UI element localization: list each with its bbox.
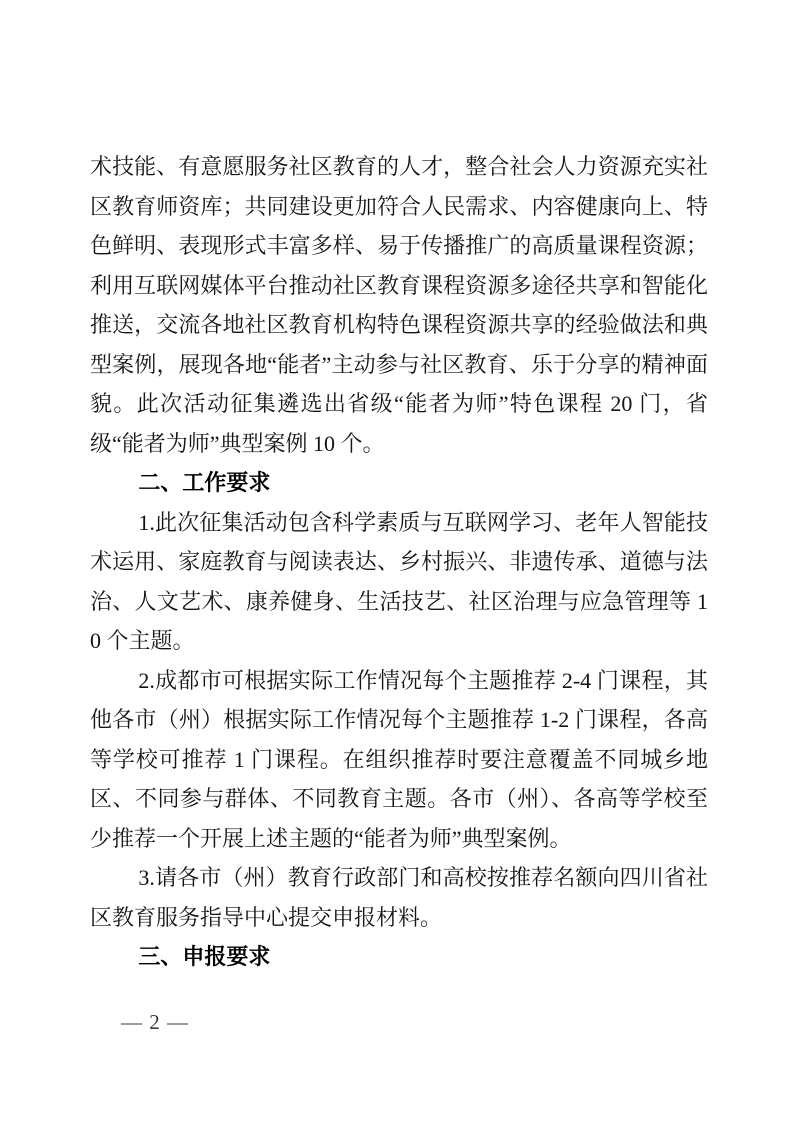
paragraph-work-requirement-2: 2.成都市可根据实际工作情况每个主题推荐 2-4 门课程，其他各市（州）根据实际工作情况每个主题推荐 1-2 门课程，各高等学校可推荐 1 门课程。在组织推荐时要注意覆盖不同城乡地区、不同参与群体、不同教育主题。各市（州）、各高等学校至少推荐一个开展上述主题的“能者为师”典型案例。 [90, 667, 708, 851]
paragraph-work-requirement-1: 1.此次征集活动包含科学素质与互联网学习、老年人智能技术运用、家庭教育与阅读表达、乡村振兴、非遗传承、道德与法治、人文艺术、康养健身、生活技艺、社区治理与应急管理等 10 个主题。 [90, 509, 708, 653]
section-heading-work-requirements: 二、工作要求 [138, 470, 271, 495]
document-content [90, 147, 708, 977]
paragraph-work-requirement-3: 3.请各市（州）教育行政部门和高校按推荐名额向四川省社区教育服务指导中心提交申报材料。 [90, 865, 708, 930]
section-heading-application-requirements: 三、申报要求 [138, 944, 271, 969]
page-number: — 2 — [121, 1010, 189, 1034]
paragraph-continuation: 术技能、有意愿服务社区教育的人才，整合社会人力资源充实社区教育师资库；共同建设更加符合人民需求、内容健康向上、特色鲜明、表现形式丰富多样、易于传播推广的高质量课程资源；利用互联网媒体平台推动社区教育课程资源多途径共享和智能化推送，交流各地社区教育机构特色课程资源共享的经验做法和典型案例，展现各地“能者”主动参与社区教育、乐于分享的精神面貌。此次活动征集遴选出省级“能者为师”特色课程 20 门，省级“能者为师”典型案例 10 个。 [90, 154, 708, 456]
